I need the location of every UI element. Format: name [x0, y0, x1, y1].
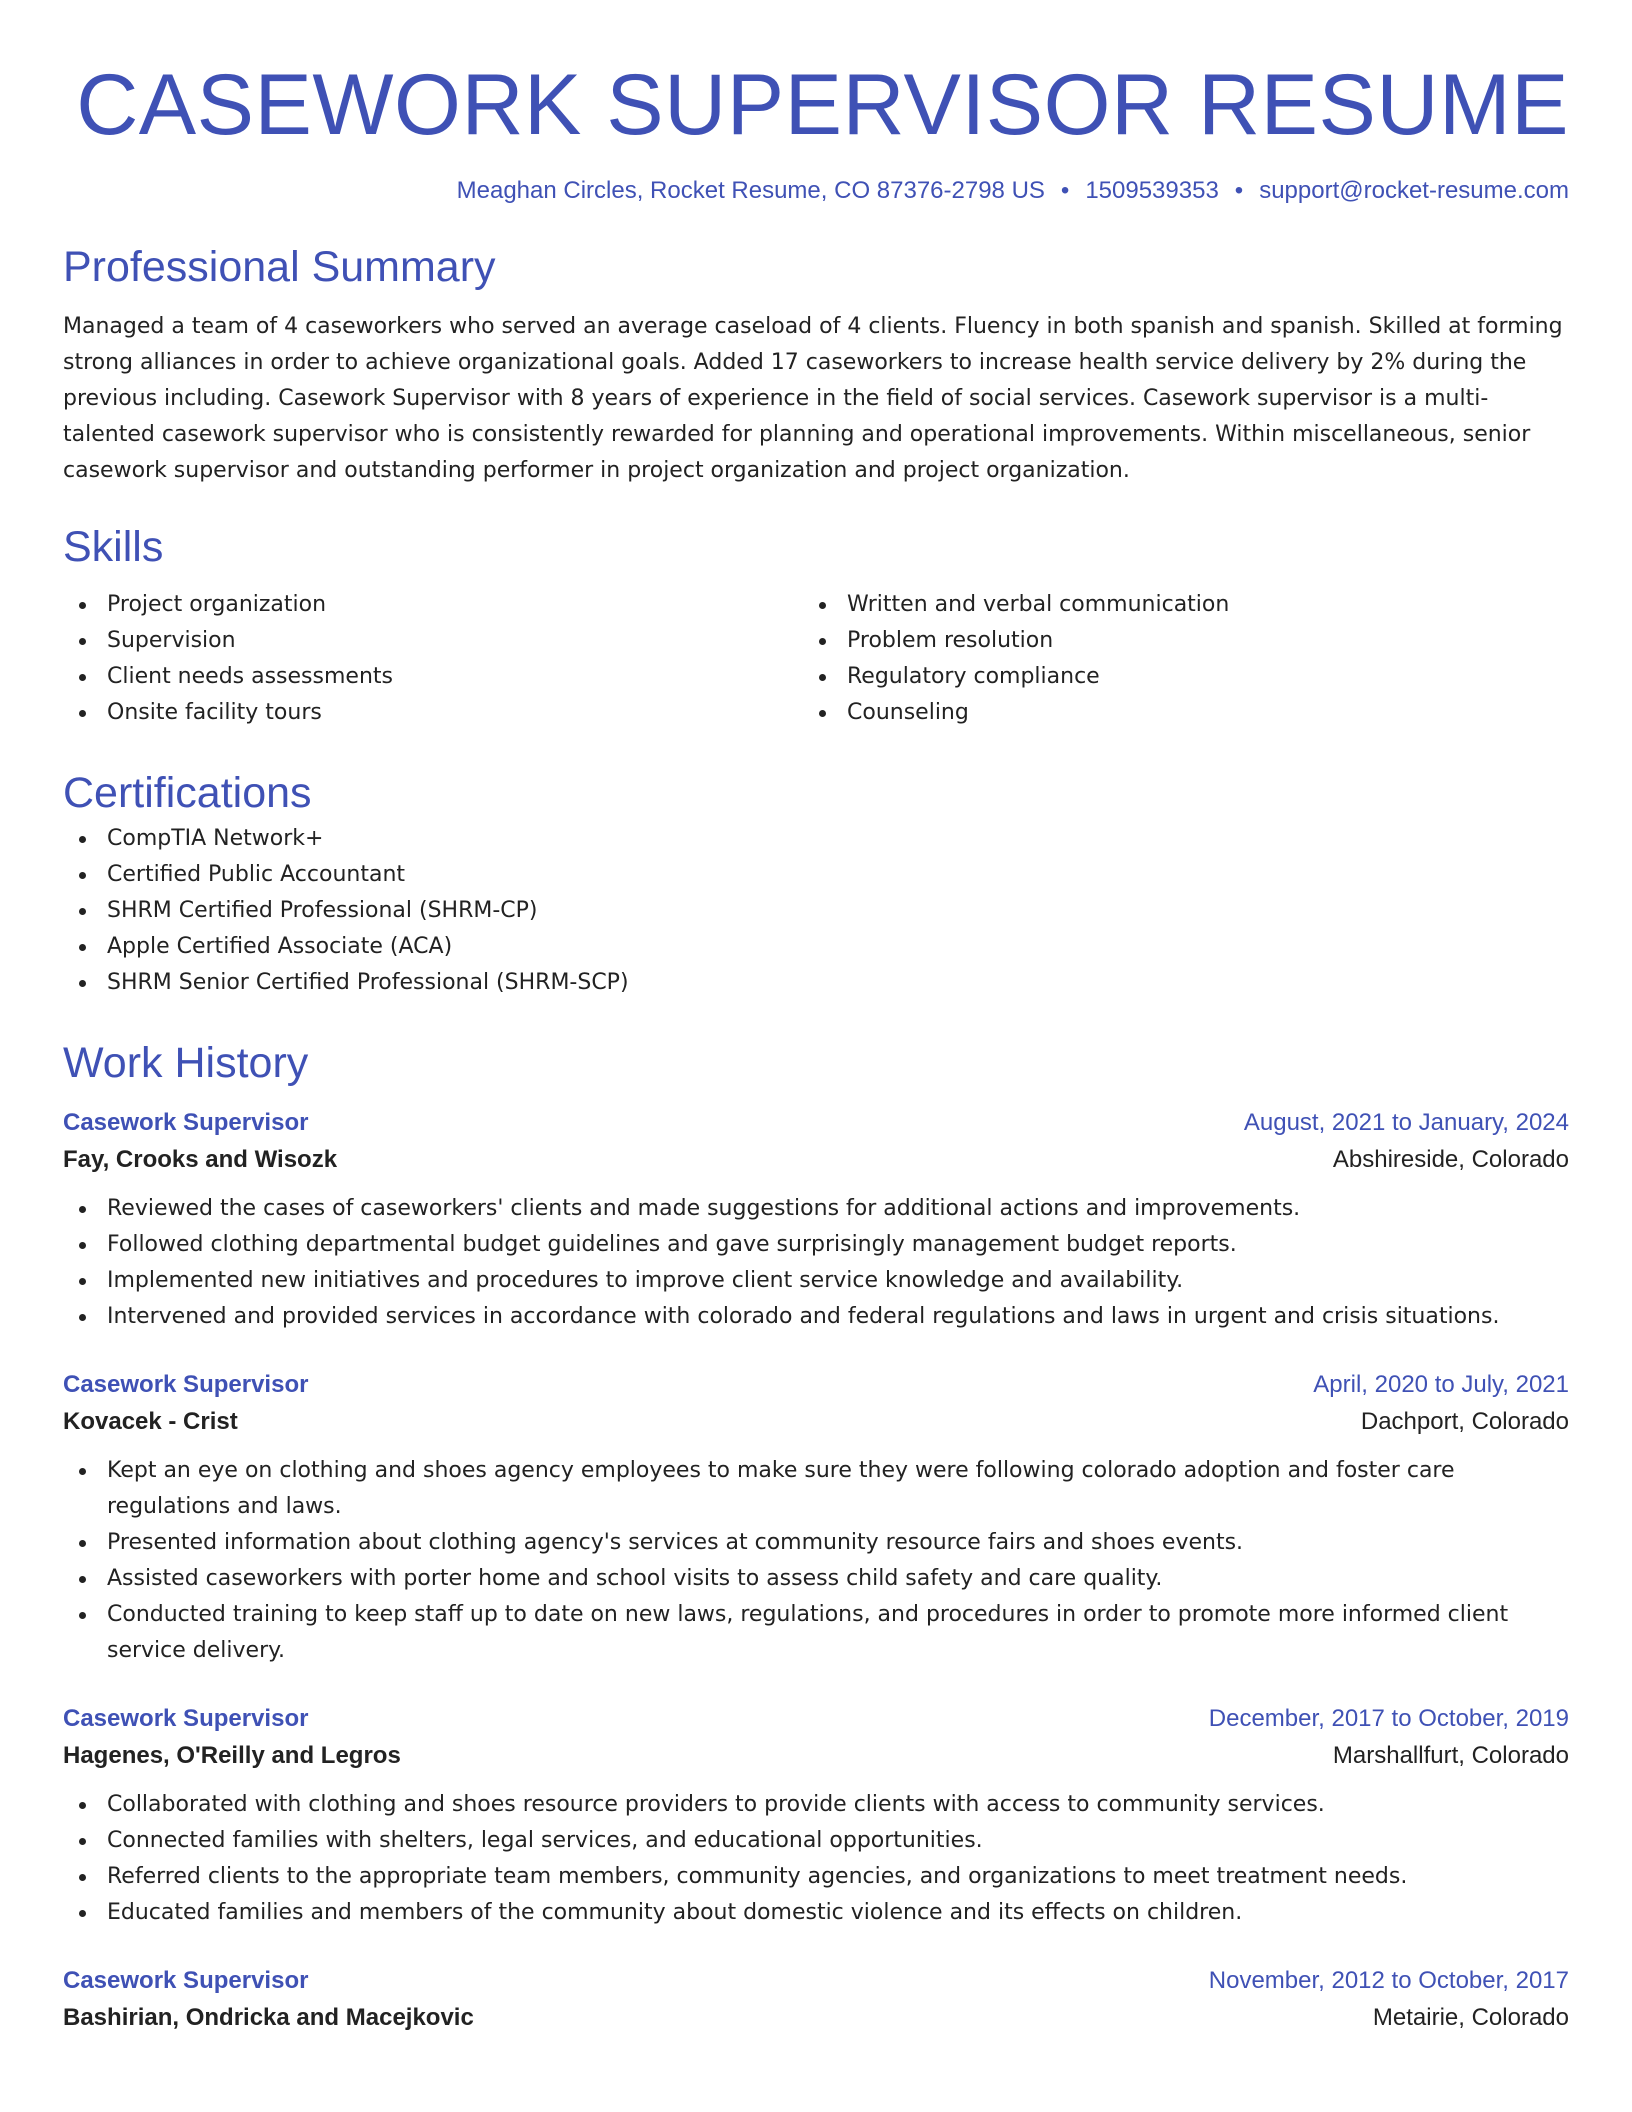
job-company: Bashirian, Ondricka and Macejkovic [63, 2004, 474, 2031]
certifications-heading: Certifications [63, 769, 312, 817]
job-duty: Intervened and provided services in accordance with colorado and federal regulations and laws in urgent and crisis situations. [63, 1299, 1569, 1335]
certification-item: CompTIA Network+ [63, 821, 1569, 857]
job-dates: December, 2017 to October, 2019 [1208, 1705, 1569, 1732]
job-dates: April, 2020 to July, 2021 [1313, 1371, 1569, 1398]
job-duty: Followed clothing departmental budget guidelines and gave surprisingly management budget reports. [63, 1227, 1569, 1263]
job-entry [63, 1963, 1569, 2037]
contact-email[interactable]: support@rocket-resume.com [1259, 177, 1569, 204]
contact-line [63, 176, 1569, 206]
job-location: Abshireside, Colorado [1332, 1146, 1569, 1173]
job-duty: Conducted training to keep staff up to date on new laws, regulations, and procedures in order to promote more informed client service delivery. [63, 1597, 1569, 1669]
resume-header [63, 0, 1569, 206]
job-location: Metairie, Colorado [1372, 2004, 1569, 2031]
job-duty: Assisted caseworkers with porter home and school visits to assess child safety and care quality. [63, 1561, 1569, 1597]
certification-item: Apple Certified Associate (ACA) [63, 929, 1569, 965]
job-entry [63, 1105, 1569, 1335]
skills-grid [63, 587, 1569, 731]
skill-item: Project organization [63, 587, 803, 623]
skill-item: Client needs assessments [63, 659, 803, 695]
skill-item: Onsite facility tours [63, 695, 803, 731]
skills-column-right [803, 587, 1543, 731]
certification-item: SHRM Certified Professional (SHRM-CP) [63, 893, 1569, 929]
certification-item: SHRM Senior Certified Professional (SHRM-SCP) [63, 965, 1569, 1001]
resume-title: CASEWORK SUPERVISOR RESUME [76, 57, 1569, 153]
job-location: Dachport, Colorado [1360, 1408, 1569, 1435]
job-duty: Educated families and members of the community about domestic violence and its effects on children. [63, 1895, 1569, 1931]
work-history-heading: Work History [63, 1039, 309, 1087]
job-duty: Referred clients to the appropriate team members, community agencies, and organizations to meet treatment needs. [63, 1859, 1569, 1895]
skill-item: Counseling [803, 695, 1543, 731]
skills-column-left [63, 587, 803, 731]
skill-item: Problem resolution [803, 623, 1543, 659]
job-dates: November, 2012 to October, 2017 [1208, 1967, 1569, 1994]
skill-item: Written and verbal communication [803, 587, 1543, 623]
certifications-list [63, 821, 1569, 1001]
job-duty: Reviewed the cases of caseworkers' clients and made suggestions for additional actions and improvements. [63, 1191, 1569, 1227]
contact-address: Meaghan Circles, Rocket Resume, CO 87376-2798 US [456, 177, 1045, 204]
job-title: Casework Supervisor [63, 1109, 309, 1136]
job-title: Casework Supervisor [63, 1705, 309, 1732]
job-entry [63, 1367, 1569, 1669]
job-title: Casework Supervisor [63, 1967, 309, 1994]
job-duty: Kept an eye on clothing and shoes agency employees to make sure they were following colorado adoption and foster care regulations and laws. [63, 1453, 1569, 1525]
skill-item: Regulatory compliance [803, 659, 1543, 695]
job-duty: Presented information about clothing agency's services at community resource fairs and shoes events. [63, 1525, 1569, 1561]
job-duty: Collaborated with clothing and shoes resource providers to provide clients with access to community services. [63, 1787, 1569, 1823]
job-dates: August, 2021 to January, 2024 [1243, 1109, 1569, 1136]
summary-text: Managed a team of 4 caseworkers who served an average caseload of 4 clients. Fluency in both spanish and spanish. Skilled at forming strong alliances in order to achieve organizational goals. Added 17 caseworkers to increase health service delivery by 2% during the previous including. Casework Supervisor with 8 years of experience in the field of social services. Casework supervisor is a multi-talented casework supervisor who is consistently rewarded for planning and operational improvements. Within miscellaneous, senior casework supervisor and outstanding performer in project organization and project organization. [63, 314, 1563, 483]
summary-heading: Professional Summary [63, 243, 496, 291]
job-duties [63, 1787, 1569, 1931]
skills-heading: Skills [63, 523, 164, 571]
job-duties [63, 1453, 1569, 1669]
contact-separator: • [1060, 177, 1070, 204]
contact-separator: • [1234, 177, 1244, 204]
job-company: Hagenes, O'Reilly and Legros [63, 1742, 401, 1769]
job-duty: Implemented new initiatives and procedures to improve client service knowledge and availability. [63, 1263, 1569, 1299]
certification-item: Certified Public Accountant [63, 857, 1569, 893]
job-company: Fay, Crooks and Wisozk [63, 1146, 338, 1173]
job-title: Casework Supervisor [63, 1371, 309, 1398]
skill-item: Supervision [63, 623, 803, 659]
job-location: Marshallfurt, Colorado [1332, 1742, 1569, 1769]
contact-phone: 1509539353 [1085, 177, 1219, 204]
job-duty: Connected families with shelters, legal services, and educational opportunities. [63, 1823, 1569, 1859]
job-entry [63, 1701, 1569, 1931]
job-duties [63, 1191, 1569, 1335]
job-company: Kovacek - Crist [63, 1408, 238, 1435]
